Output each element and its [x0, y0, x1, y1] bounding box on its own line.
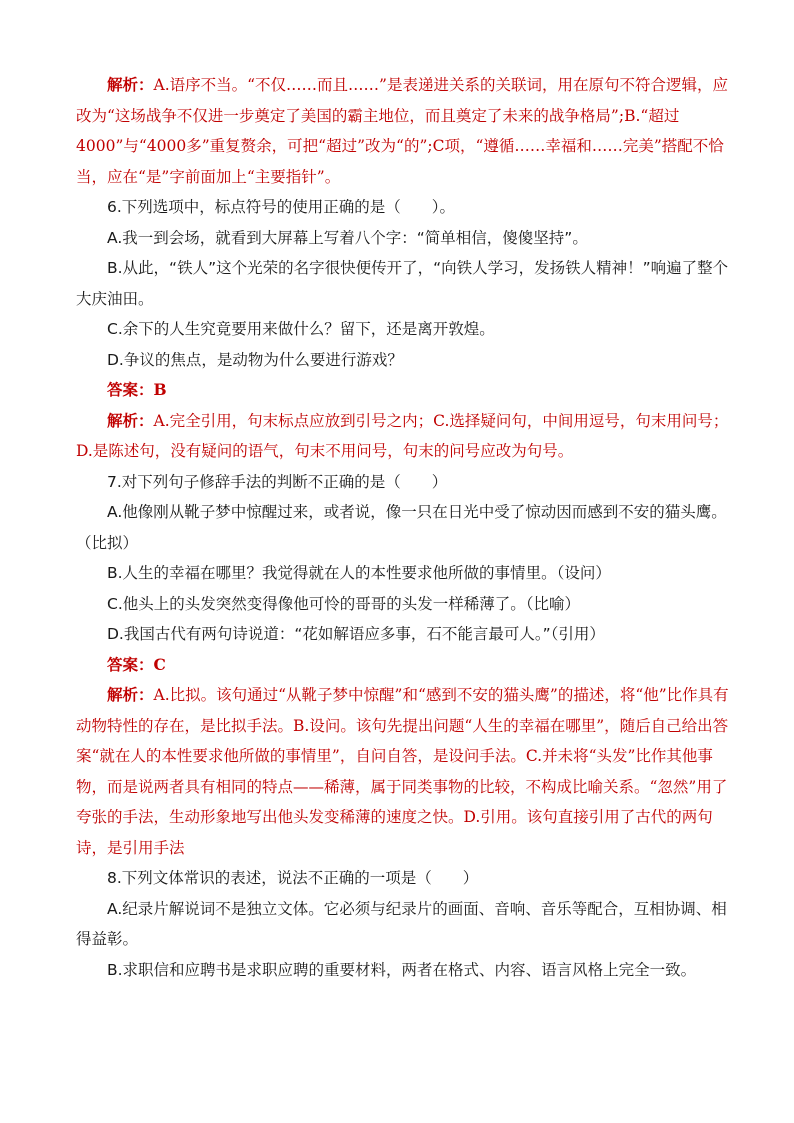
q6-analysis-text: A.完全引用，句末标点应放到引号之内；C.选择疑问句，中间用逗号，句末用问号；D.是陈述句，没有疑问的语气，句末不用问号，句末的问号应改为句号。: [76, 411, 729, 460]
answer-label: 答案：: [107, 654, 154, 674]
q7-answer-value: C: [153, 654, 166, 674]
q5-analysis: [76, 70, 736, 192]
q8-option-b: B.求职信和应聘书是求职应聘的重要材料，两者在格式、内容、语言风格上完全一致。: [107, 960, 697, 979]
q6-answer-value: B: [153, 380, 167, 399]
q7-analysis: [76, 680, 736, 863]
q7-answer: [76, 650, 736, 681]
q6-answer: [76, 375, 736, 406]
q8-stem: 8.下列文体常识的表述，说法不正确的一项是（ ）: [107, 869, 479, 887]
q6-option-a: A.我一到会场，就看到大屏幕上写着八个字：“简单相信，傻傻坚持”。: [107, 228, 588, 247]
q6-option-c: C.余下的人生究竟要用来做什么？留下，还是离开敦煌。: [107, 320, 495, 338]
q6-stem: 6.下列选项中，标点符号的使用正确的是（ ）。: [107, 198, 456, 216]
analysis-label: 解析：: [107, 685, 154, 704]
q7-option-d: D.我国古代有两句诗说道：“花如解语应多事，石不能言最可人。”（引用）: [107, 625, 605, 643]
analysis-label: 解析：: [107, 410, 154, 430]
q7-option-a: A.他像刚从靴子梦中惊醒过来，或者说，像一只在日光中受了惊动因而感到不安的猫头鹰。（比拟）: [76, 503, 727, 552]
analysis-label: 解析：: [107, 75, 154, 94]
q7-stem: 7.对下列句子修辞手法的判断不正确的是（ ）: [107, 472, 448, 491]
q7-option-b: B.人生的幸福在哪里？我觉得就在人的本性要求他所做的事情里。（设问）: [107, 564, 611, 582]
q8-option-a: A.纪录片解说词不是独立文体。它必须与纪录片的画面、音响、音乐等配合，互相协调、相得益彰。: [76, 899, 727, 948]
q6-option-b: B.从此，“铁人”这个光荣的名字很快便传开了，“向铁人学习，发扬铁人精神！”响遍了整个大庆油田。: [76, 259, 729, 308]
q5-analysis-text: A.语序不当。“不仅……而且……”是表递进关系的关联词，用在原句不符合逻辑，应改为“这场战争不仅进一步奠定了美国的霸主地位，而且奠定了未来的战争格局”;B.“超过4000”与“4000多”重复赘余，可把“超过”改为“的”;C项，“遵循……幸福和……完美”搭配不恰当，应在“是”字前面加上“主要指针”。: [76, 76, 728, 186]
q6-option-d: D.争议的焦点，是动物为什么要进行游戏？: [107, 350, 403, 369]
q7-option-c: C.他头上的头发突然变得像他可怜的哥哥的头发一样稀薄了。（比喻）: [107, 594, 581, 613]
document-page: [76, 70, 736, 985]
q6-analysis: [76, 406, 736, 467]
q7-analysis-text: A.比拟。该句通过“从靴子梦中惊醒”和“感到不安的猫头鹰”的描述，将“他”比作具有动物特性的存在，是比拟手法。B.设问。该句先提出问题“人生的幸福在哪里”，随后自己给出答案“就在人的本性要求他所做的事情里”，自问自答，是设问手法。C.并未将“头发”比作其他事物，而是说两者具有相同的特点——稀薄，属于同类事物的比较，不构成比喻关系。“忽然”用了夸张的手法，生动形象地写出他头发变稀薄的速度之快。D.引用。该句直接引用了古代的两句诗，是引用手法: [76, 686, 729, 857]
answer-label: 答案：: [107, 380, 154, 399]
